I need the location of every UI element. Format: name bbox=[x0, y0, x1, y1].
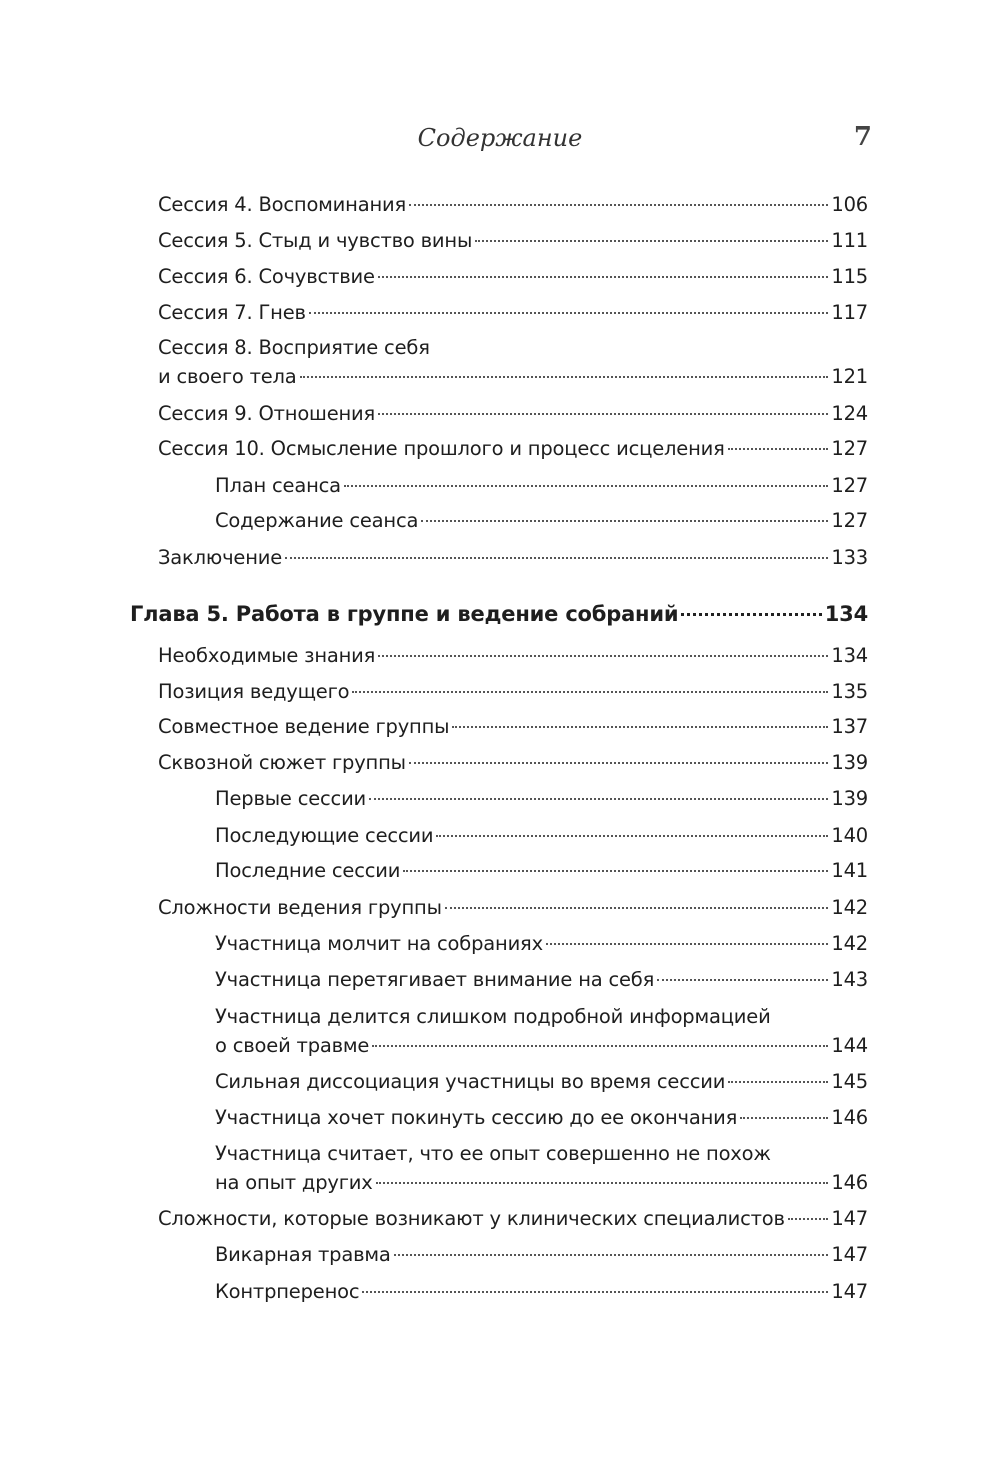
dot-leader bbox=[300, 376, 829, 378]
toc-entry-page: 142 bbox=[831, 932, 868, 955]
toc-entry-page: 146 bbox=[831, 1171, 868, 1194]
dot-leader bbox=[452, 726, 828, 728]
toc-entry-label: Участница хочет покинуть сессию до ее окончания bbox=[215, 1106, 738, 1129]
toc-entry[interactable] bbox=[158, 893, 868, 922]
toc-entry-page: 115 bbox=[831, 265, 868, 288]
toc-entry-label: Заключение bbox=[158, 546, 283, 569]
toc-entry-label-line2: и своего тела bbox=[158, 365, 297, 388]
toc-entry-label: Необходимые знания bbox=[158, 644, 376, 667]
toc-entry-label: Викарная травма bbox=[215, 1243, 391, 1266]
toc-entry-label: Контрперенос bbox=[215, 1280, 360, 1303]
dot-leader bbox=[378, 413, 828, 415]
dot-leader bbox=[788, 1218, 829, 1220]
dot-leader bbox=[421, 520, 828, 522]
toc-entry-label-line1: Участница считает, что ее опыт совершенно не похож bbox=[215, 1142, 771, 1165]
toc-entry-page: 137 bbox=[831, 715, 868, 738]
dot-leader bbox=[362, 1291, 828, 1293]
dot-leader bbox=[728, 1081, 828, 1083]
toc-entry[interactable] bbox=[215, 1103, 868, 1132]
dot-leader bbox=[376, 1182, 829, 1184]
dot-leader bbox=[378, 276, 829, 278]
toc-entry[interactable] bbox=[215, 506, 868, 535]
toc-entry[interactable] bbox=[158, 712, 868, 741]
toc-entry[interactable] bbox=[215, 1067, 868, 1096]
toc-entry-label-line2: на опыт других bbox=[215, 1171, 373, 1194]
toc-entry-page: 106 bbox=[831, 193, 868, 216]
toc-entry[interactable] bbox=[158, 298, 868, 327]
dot-leader bbox=[657, 979, 828, 981]
toc-entry-label-line1: Участница делится слишком подробной информацией bbox=[215, 1005, 771, 1028]
toc-entry[interactable] bbox=[215, 929, 868, 958]
toc-entry[interactable] bbox=[215, 471, 868, 500]
dot-leader bbox=[309, 312, 829, 314]
toc-entry[interactable] bbox=[215, 1139, 868, 1197]
toc-chapter-page: 134 bbox=[824, 602, 868, 626]
toc-entry-page: 141 bbox=[831, 859, 868, 882]
toc-entry-label: Сложности, которые возникают у клинических специалистов bbox=[158, 1207, 785, 1230]
toc-entry-label: Участница перетягивает внимание на себя bbox=[215, 968, 655, 991]
toc-entry-page: 145 bbox=[831, 1070, 868, 1093]
toc-entry[interactable] bbox=[158, 641, 868, 670]
toc-entry[interactable] bbox=[215, 821, 868, 850]
toc-entry-label: Первые сессии bbox=[215, 787, 367, 810]
dot-leader bbox=[681, 613, 821, 616]
dot-leader bbox=[475, 240, 828, 242]
toc-entry-page: 135 bbox=[831, 680, 868, 703]
dot-leader bbox=[436, 835, 828, 837]
toc-chapter-label: Глава 5. Работа в группе и ведение собраний bbox=[130, 602, 679, 626]
dot-leader bbox=[394, 1254, 829, 1256]
running-title: Содержание bbox=[417, 124, 583, 152]
toc-entry-label: Сессия 10. Осмысление прошлого и процесс исцеления bbox=[158, 437, 725, 460]
toc-entry[interactable] bbox=[215, 784, 868, 813]
toc-entry-label: Сессия 5. Стыд и чувство вины bbox=[158, 229, 473, 252]
toc-entry[interactable] bbox=[158, 434, 868, 463]
toc-entry-label-line2: о своей травме bbox=[215, 1034, 370, 1057]
toc-entry-page: 139 bbox=[831, 787, 868, 810]
dot-leader bbox=[403, 870, 828, 872]
toc-entry-label: Сложности ведения группы bbox=[158, 896, 442, 919]
dot-leader bbox=[409, 762, 829, 764]
toc-entry-label: Позиция ведущего bbox=[158, 680, 350, 703]
toc-entry-page: 121 bbox=[831, 365, 868, 388]
toc-entry-page: 111 bbox=[831, 229, 868, 252]
toc-entry-label-line1: Сессия 8. Восприятие себя bbox=[158, 336, 430, 359]
toc-entry-page: 127 bbox=[831, 474, 868, 497]
toc-entry-page: 144 bbox=[831, 1034, 868, 1057]
toc-entry-page: 143 bbox=[831, 968, 868, 991]
toc-entry[interactable] bbox=[158, 748, 868, 777]
toc-entry-page: 139 bbox=[831, 751, 868, 774]
toc-entry-label: Участница молчит на собраниях bbox=[215, 932, 543, 955]
toc-entry-page: 127 bbox=[831, 509, 868, 532]
toc-entry-label: Совместное ведение группы bbox=[158, 715, 450, 738]
toc-entry-label: Последние сессии bbox=[215, 859, 401, 882]
toc-entry-page: 117 bbox=[831, 301, 868, 324]
toc-entry[interactable] bbox=[215, 1002, 868, 1060]
toc-entry-page: 147 bbox=[831, 1243, 868, 1266]
toc-entry-label: Сессия 7. Гнев bbox=[158, 301, 306, 324]
toc-entry-page: 134 bbox=[831, 644, 868, 667]
toc-entry-label: Сессия 4. Воспоминания bbox=[158, 193, 407, 216]
toc-entry-label: Сильная диссоциация участницы во время сессии bbox=[215, 1070, 726, 1093]
toc-entry[interactable] bbox=[158, 226, 868, 255]
dot-leader bbox=[352, 691, 828, 693]
dot-leader bbox=[369, 798, 828, 800]
toc-entry-page: 127 bbox=[831, 437, 868, 460]
toc-entry[interactable] bbox=[215, 1240, 868, 1269]
toc-entry[interactable] bbox=[158, 543, 868, 572]
toc-entry[interactable] bbox=[158, 1204, 868, 1233]
toc-entry-page: 140 bbox=[831, 824, 868, 847]
toc-entry-label: Содержание сеанса bbox=[215, 509, 419, 532]
toc-entry-label: Сессия 9. Отношения bbox=[158, 402, 376, 425]
page-number: 7 bbox=[853, 122, 872, 152]
toc-entry[interactable] bbox=[158, 333, 868, 391]
toc-entry[interactable] bbox=[158, 677, 868, 706]
toc-entry-page: 142 bbox=[831, 896, 868, 919]
dot-leader bbox=[378, 655, 828, 657]
toc-entry-page: 147 bbox=[831, 1280, 868, 1303]
running-header bbox=[0, 118, 1000, 158]
toc-entry[interactable] bbox=[215, 1277, 868, 1306]
toc-entry-page: 146 bbox=[831, 1106, 868, 1129]
toc-chapter-entry[interactable] bbox=[130, 600, 868, 629]
toc-entry-page: 133 bbox=[831, 546, 868, 569]
dot-leader bbox=[409, 204, 828, 206]
dot-leader bbox=[372, 1045, 828, 1047]
dot-leader bbox=[445, 907, 829, 909]
dot-leader bbox=[740, 1117, 828, 1119]
toc-entry-label: План сеанса bbox=[215, 474, 341, 497]
toc-entry[interactable] bbox=[158, 262, 868, 291]
toc-entry-label: Последующие сессии bbox=[215, 824, 434, 847]
toc-entry-label: Сессия 6. Сочувствие bbox=[158, 265, 375, 288]
dot-leader bbox=[344, 485, 828, 487]
dot-leader bbox=[728, 448, 829, 450]
toc-entry[interactable] bbox=[158, 190, 868, 219]
dot-leader bbox=[546, 943, 828, 945]
dot-leader bbox=[285, 557, 828, 559]
toc-entry-page: 147 bbox=[831, 1207, 868, 1230]
toc-entry[interactable] bbox=[158, 399, 868, 428]
toc-entry[interactable] bbox=[215, 856, 868, 885]
toc-entry-page: 124 bbox=[831, 402, 868, 425]
toc-entry[interactable] bbox=[215, 965, 868, 994]
toc-entry-label: Сквозной сюжет группы bbox=[158, 751, 406, 774]
